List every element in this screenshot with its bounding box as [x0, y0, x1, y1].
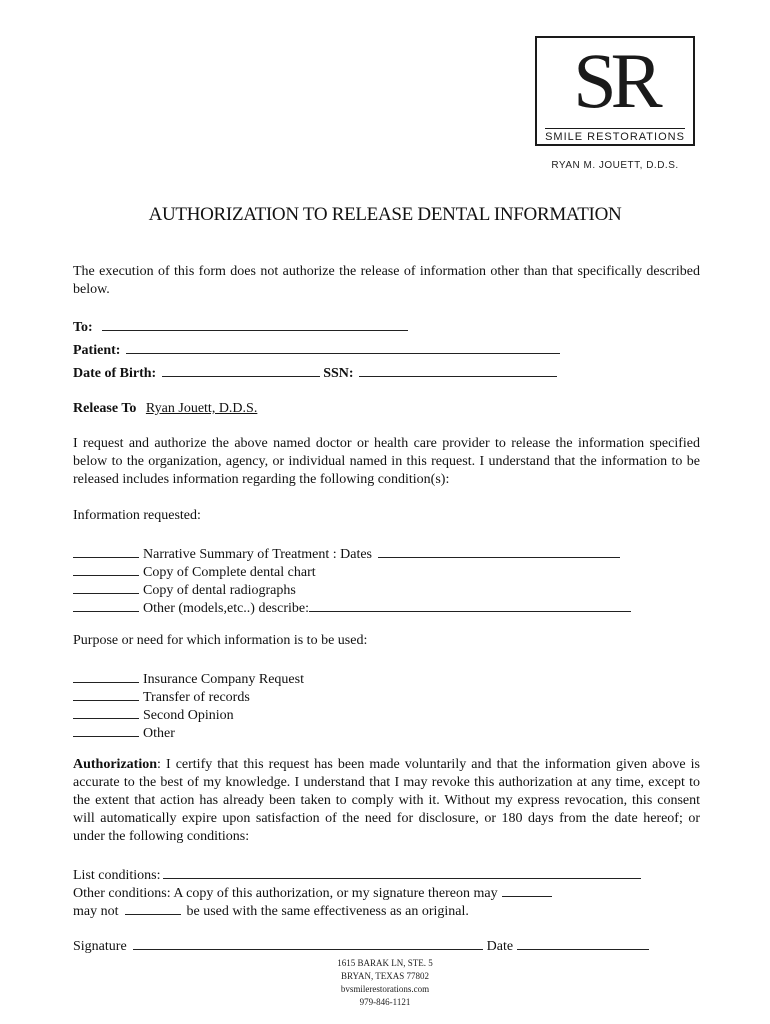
practice-logo — [535, 36, 695, 146]
to-label: To: — [73, 320, 93, 335]
to-field-row — [73, 316, 408, 337]
logo-divider — [545, 128, 685, 129]
may-not-row — [73, 900, 469, 921]
may-not-label: may not — [73, 904, 119, 919]
authorization-paragraph — [73, 756, 700, 846]
dob-label: Date of Birth: — [73, 366, 157, 381]
patient-input-line[interactable] — [126, 339, 560, 354]
info-item-blank[interactable] — [73, 561, 139, 576]
dates-input-line[interactable] — [378, 543, 620, 558]
purpose-item — [73, 722, 175, 743]
date-input-line[interactable] — [517, 935, 649, 950]
info-item-label: Other (models,etc..) describe: — [143, 601, 309, 616]
info-item-blank[interactable] — [73, 543, 139, 558]
signature-row — [73, 935, 649, 956]
patient-field-row — [73, 339, 560, 360]
authorization-text: : I certify that this request has been made voluntarily and that the information given above is accurate to the best of my knowledge. I understand that I may revoke this authorization at any time, except to the extent that action has already been taken to comply with it. Without my express revocation, this consent will automatically expire upon satisfaction of the need for disclosure, or 180 days from the date hereof; or under the following conditions: — [73, 757, 700, 844]
to-input-line[interactable] — [102, 316, 408, 331]
dob-ssn-row — [73, 362, 557, 383]
may-not-input-line[interactable] — [125, 900, 181, 915]
may-input-line[interactable] — [502, 882, 552, 897]
request-paragraph: I request and authorize the above named doctor or health care provider to release the information specified below to the organization, agency, or individual named in this request. I understand that the information to be released includes information regarding the following condition(s): — [73, 436, 700, 487]
purpose-item-blank[interactable] — [73, 704, 139, 719]
purpose-item-blank[interactable] — [73, 668, 139, 683]
ssn-input-line[interactable] — [359, 362, 557, 377]
date-label: Date — [486, 939, 514, 954]
release-to-value: Ryan Jouett, D.D.S. — [145, 401, 258, 416]
logo-monogram: SR — [573, 37, 657, 124]
patient-label: Patient: — [73, 343, 121, 358]
list-conditions-input-line[interactable] — [163, 864, 641, 879]
intro-paragraph: The execution of this form does not authorize the release of information other than that specifically described below. — [73, 264, 700, 297]
signature-input-line[interactable] — [133, 935, 483, 950]
may-not-suffix: be used with the same effectiveness as an original. — [186, 904, 469, 919]
dob-input-line[interactable] — [162, 362, 320, 377]
describe-input-line[interactable] — [309, 597, 631, 612]
logo-practice-name: SMILE RESTORATIONS — [545, 131, 685, 143]
release-to-label: Release To — [73, 401, 137, 416]
footer-phone: 979-846-1121 — [359, 997, 411, 1007]
authorization-label: Authorization — [73, 757, 157, 772]
footer-street: 1615 BARAK LN, STE. 5 — [337, 958, 433, 968]
list-conditions-label: List conditions: — [73, 868, 161, 883]
purpose-item-blank[interactable] — [73, 686, 139, 701]
footer-address — [0, 957, 770, 1009]
info-item-label: Narrative Summary of Treatment : Dates — [143, 547, 373, 562]
info-requested-label: Information requested: — [73, 508, 201, 523]
info-item-label: Copy of dental radiographs — [143, 583, 296, 598]
info-item — [73, 597, 631, 618]
purpose-item-label: Insurance Company Request — [143, 672, 304, 687]
purpose-label: Purpose or need for which information is to be used: — [73, 633, 368, 648]
footer-website: bvsmilerestorations.com — [340, 984, 430, 994]
purpose-item-blank[interactable] — [73, 722, 139, 737]
purpose-item-label: Second Opinion — [143, 708, 234, 723]
other-conditions-text: Other conditions: A copy of this authorization, or my signature thereon may — [73, 886, 498, 901]
purpose-item-label: Other — [143, 726, 175, 741]
footer-city: BRYAN, TEXAS 77802 — [340, 971, 430, 981]
info-item-label: Copy of Complete dental chart — [143, 565, 316, 580]
info-item-blank[interactable] — [73, 597, 139, 612]
doctor-name: RYAN M. JOUETT, D.D.S. — [551, 160, 679, 171]
release-to-row — [73, 400, 257, 418]
signature-label: Signature — [73, 939, 127, 954]
purpose-item-label: Transfer of records — [143, 690, 250, 705]
info-item-blank[interactable] — [73, 579, 139, 594]
form-title: AUTHORIZATION TO RELEASE DENTAL INFORMATION — [148, 204, 622, 225]
ssn-label: SSN: — [323, 366, 354, 381]
